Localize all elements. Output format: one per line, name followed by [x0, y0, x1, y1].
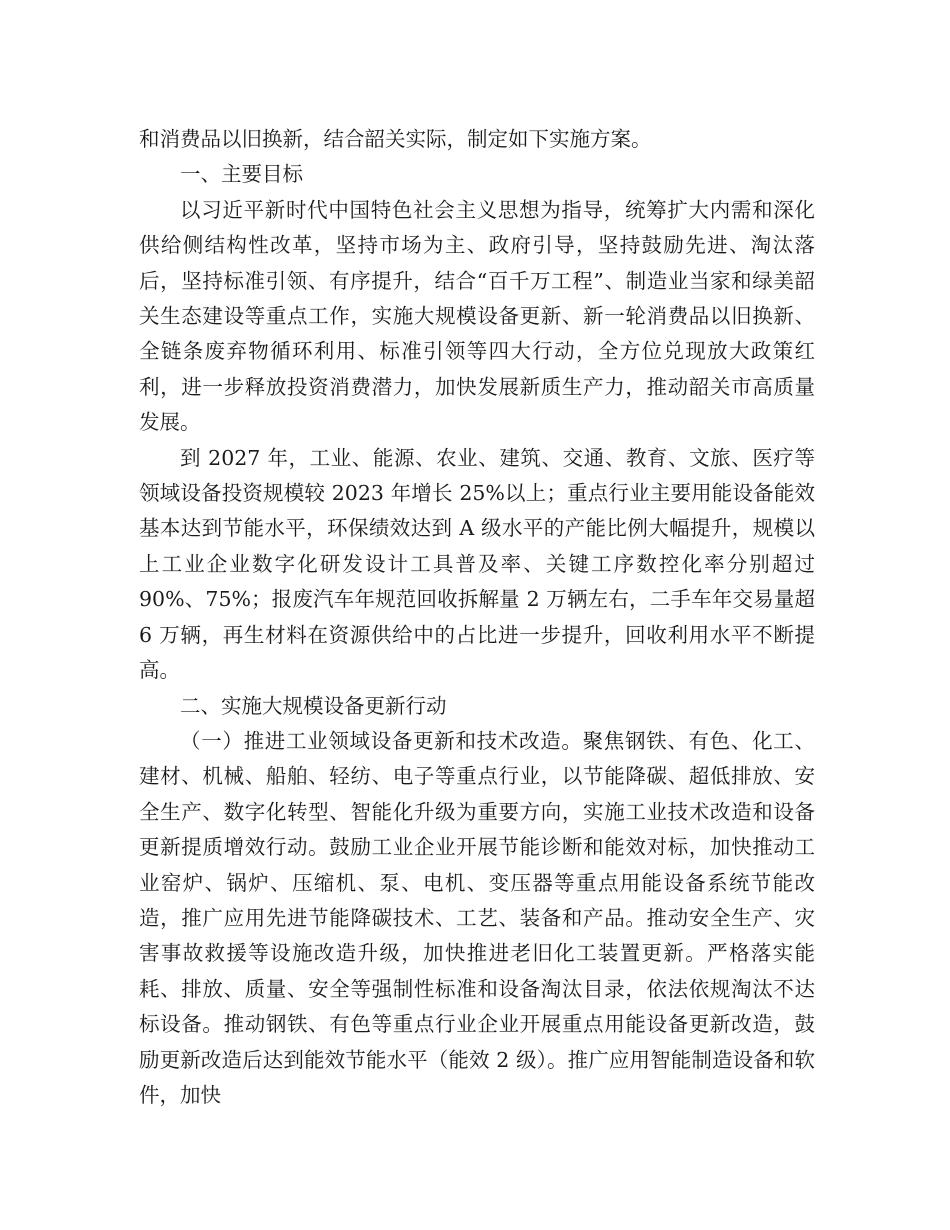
document-body	[139, 122, 815, 1113]
section-heading-equipment-renewal: 二、实施大规模设备更新行动	[180, 693, 447, 718]
paragraph-2027-targets: 到 2027 年，工业、能源、农业、建筑、交通、教育、文旅、医疗等领域设备投资规模较 2023 年增长 25%以上；重点行业主要用能设备能效基本达到节能水平，环保绩效达到 A 级水平的产能比例大幅提升，规模以上工业企业数字化研发设计工具普及率、关键工序数控化率分别超过 90%、75%；报废汽车年规范回收拆解量 2 万辆左右，二手车年交易量超 6 万辆，再生材料在资源供给中的占比进一步提升，回收利用水平不断提高。	[139, 445, 815, 683]
paragraph-continuation: 和消费品以旧换新，结合韶关实际，制定如下实施方案。	[139, 127, 652, 151]
paragraph-industrial-equipment: （一）推进工业领域设备更新和技术改造。聚焦钢铁、有色、化工、建材、机械、船舶、轻纺、电子等重点行业，以节能降碳、超低排放、安全生产、数字化转型、智能化升级为重要方向，实施工业技术改造和设备更新提质增效行动。鼓励工业企业开展节能诊断和能效对标，加快推动工业窑炉、锅炉、压缩机、泵、电机、变压器等重点用能设备系统节能改造，推广应用先进节能降碳技术、工艺、装备和产品。推动安全生产、灾害事故救援等设施改造升级，加快推进老旧化工装置更新。严格落实能耗、排放、质量、安全等强制性标准和设备淘汰目录，依法依规淘汰不达标设备。推动钢铁、有色等重点行业企业开展重点用能设备更新改造，鼓励更新改造后达到能效节能水平（能效 2 级）。推广应用智能制造设备和软件，加快	[139, 728, 815, 1107]
section-heading-main-goals: 一、主要目标	[180, 162, 303, 187]
paragraph-guiding-principles: 以习近平新时代中国特色社会主义思想为指导，统筹扩大内需和深化供给侧结构性改革，坚持市场为主、政府引导，坚持鼓励先进、淘汰落后，坚持标准引领、有序提升，结合“百千万工程”、制造业当家和绿美韶关生态建设等重点工作，实施大规模设备更新、新一轮消费品以旧换新、全链条废弃物循环利用、标准引领等四大行动，全方位兑现放大政策红利，进一步释放投资消费潜力，加快发展新质生产力，推动韶关市高质量发展。	[139, 197, 815, 435]
